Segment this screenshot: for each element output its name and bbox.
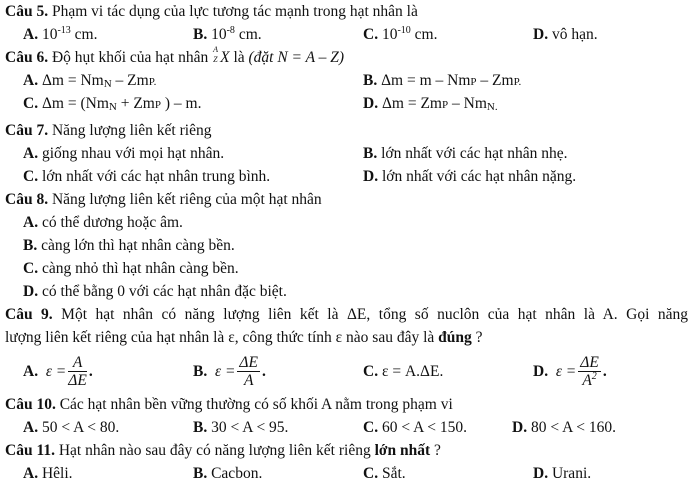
question-11-options (0, 462, 695, 485)
option-d[interactable]: D. có thể bằng 0 với các hạt nhân đặc biệt. (23, 283, 287, 300)
question-note: (đặt N = A – Z) (248, 49, 345, 66)
question-10-options (0, 416, 695, 439)
option-a[interactable]: A. ε = $\frac{A}{\Delta E}$ . (23, 353, 93, 389)
question-text: Một hạt nhân có năng lượng liên kết là ΔE, tổng số nuclôn của hạt nhân là A. Gọi năng (61, 306, 688, 323)
question-9 (5, 303, 688, 326)
question-text: Năng lượng liên kết riêng (51, 122, 212, 139)
question-number: Câu 6. (5, 49, 49, 66)
nuclide-notation: A Z (213, 45, 218, 64)
option-b[interactable]: B. càng lớn thì hạt nhân càng bền. (23, 237, 235, 254)
emphasis-text: đúng (438, 329, 472, 346)
option-a[interactable]: A. Hêli. (23, 465, 73, 482)
question-number: Câu 7. (5, 122, 49, 139)
question-8-option-d (0, 280, 695, 303)
question-6-options-row1 (0, 69, 695, 92)
question-number: Câu 9. (5, 306, 53, 323)
option-c[interactable]: C. Sắt. (363, 465, 406, 482)
question-10 (5, 393, 695, 416)
option-a[interactable]: A. $10^{-13}$ cm. (23, 25, 98, 43)
option-d[interactable]: D. Urani. (533, 465, 592, 482)
question-5-options (0, 23, 695, 46)
question-number: Câu 5. (5, 3, 49, 20)
fraction: $\frac{\Delta E}{A^2}$ (580, 353, 599, 389)
fraction: $\frac{\Delta E}{A}$ (239, 353, 258, 389)
option-d[interactable]: D. 80 < A < 160. (512, 419, 617, 436)
question-9-options (0, 352, 695, 392)
option-b[interactable]: B. Cacbon. (193, 465, 263, 482)
question-number: Câu 10. (5, 396, 56, 413)
question-8-option-a (0, 211, 695, 234)
question-text: Năng lượng liên kết riêng của một hạt nhân (51, 191, 322, 208)
question-6-options-row2 (0, 92, 695, 115)
question-text: Độ hụt khối của hạt nhân (51, 49, 209, 66)
option-c[interactable]: C. lớn nhất với các hạt nhân trung bình. (23, 168, 271, 185)
question-number: Câu 8. (5, 191, 49, 208)
option-b[interactable]: B. Δm = m – NmP – ZmP. (363, 72, 522, 89)
question-8-option-b (0, 234, 695, 257)
option-d[interactable]: D. lớn nhất với các hạt nhân nặng. (363, 168, 577, 185)
question-text: Các hạt nhân bền vững thường có số khối A nằm trong phạm vi (59, 396, 453, 413)
option-b[interactable]: B. lớn nhất với các hạt nhân nhẹ. (363, 145, 568, 162)
option-c[interactable]: C. ε = A.ΔE. (363, 363, 444, 380)
question-11: Câu 11. Hạt nhân nào sau đây có năng lượng liên kết riêng lớn nhất ? (5, 442, 441, 459)
option-c[interactable]: C. càng nhỏ thì hạt nhân càng bền. (23, 260, 239, 277)
option-b[interactable]: B. ε = $\frac{\Delta E}{A}$ . (193, 353, 266, 389)
question-text: Phạm vi tác dụng của lực tương tác mạnh trong hạt nhân là (51, 3, 418, 20)
option-c[interactable]: C. 60 < A < 150. (363, 419, 468, 436)
option-a[interactable]: A. 50 < A < 80. (23, 419, 120, 436)
option-a[interactable]: A. giống nhau với mọi hạt nhân. (23, 145, 225, 162)
option-d[interactable]: D. ε = $\frac{\Delta E}{A^2}$ . (533, 353, 607, 389)
option-c[interactable]: C. $\Delta m = (Nm_N$ + ZmP ) – m. (23, 95, 202, 113)
option-c[interactable]: C. $10^{-10}$ cm. (363, 25, 438, 43)
option-b[interactable]: B. 30 < A < 95. (193, 419, 289, 436)
question-8-option-c (0, 257, 695, 280)
option-d[interactable]: D. vô hạn. (533, 26, 598, 43)
question-7-options-row2 (0, 165, 695, 188)
question-9-line2: lượng liên kết riêng của hạt nhân là ε, công thức tính ε nào sau đây là đúng ? (5, 329, 483, 346)
option-b[interactable]: B. $10^{-8}$ cm. (193, 25, 262, 43)
fraction: $\frac{A}{\Delta E}$ (68, 353, 87, 389)
option-d[interactable]: D. Δm = ZmP – $Nm_{N.}$ (363, 95, 498, 113)
question-8 (5, 188, 695, 211)
emphasis-text: lớn nhất (374, 442, 431, 459)
question-5 (5, 0, 695, 23)
question-number: Câu 11. (5, 442, 55, 459)
question-text: Hạt nhân nào sau đây có năng lượng liên kết riêng (58, 442, 371, 459)
question-6: Câu 6. Độ hụt khối của hạt nhân A Z X là (đặt N = A – Z) (5, 45, 345, 66)
question-7-options-row1 (0, 142, 695, 165)
question-7 (5, 119, 695, 142)
option-a[interactable]: A. $\Delta m = Nm_N$ – ZmP. (23, 72, 157, 90)
option-a[interactable]: A. có thể dương hoặc âm. (23, 214, 183, 231)
